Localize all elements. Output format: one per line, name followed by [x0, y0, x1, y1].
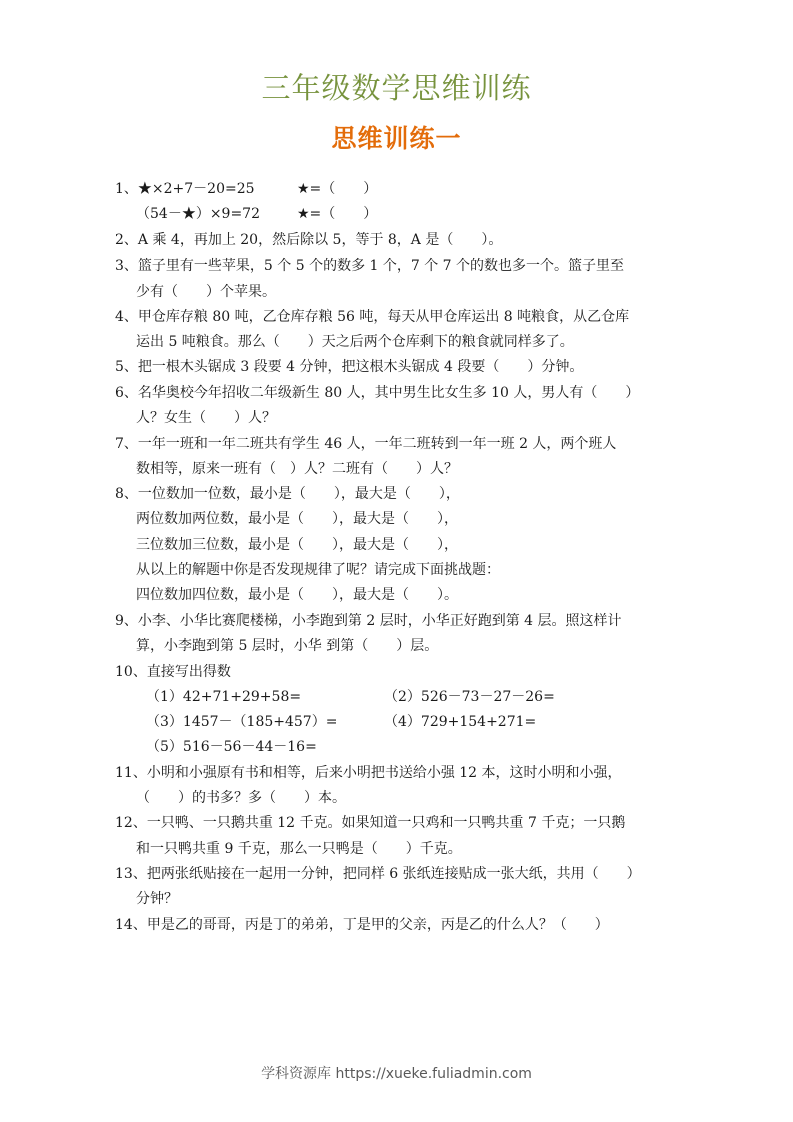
question-9-line-1: 9、小李、小华比赛爬楼梯，小李跑到第 2 层时，小华正好跑到第 4 层。照这样计 — [115, 613, 622, 629]
question-12-line-2: 和一只鸭共重 9 千克，那么一只鸭是（ ）千克。 — [136, 841, 462, 857]
question-11-line-2: （ ）的书多？多（ ）本。 — [136, 790, 346, 806]
question-1-blank-a: ★=（ ） — [297, 181, 378, 197]
question-14: 14、甲是乙的哥哥，丙是丁的弟弟，丁是甲的父亲，丙是乙的什么人？（ ） — [115, 917, 609, 933]
question-8-line-4: 从以上的解题中你是否发现规律了呢？请完成下面挑战题： — [136, 562, 500, 578]
question-1-blank-b: ★=（ ） — [297, 206, 378, 222]
question-13-line-1: 13、把两张纸贴接在一起用一分钟，把同样 6 张纸连接贴成一张大纸，共用（ ） — [115, 866, 641, 882]
question-7-line-1: 7、一年一班和一年二班共有学生 46 人，一年二班转到一年一班 2 人，两个班人 — [115, 436, 617, 452]
question-2: 2、A 乘 4，再加上 20，然后除以 5，等于 8，A 是（ ）。 — [115, 232, 503, 248]
question-6-line-2: 人？女生（ ）人？ — [136, 410, 276, 426]
question-9-line-2: 算，小李跑到第 5 层时，小华 到第（ ）层。 — [136, 638, 439, 654]
question-10-item-4: （4）729+154+271= — [384, 714, 537, 730]
question-3-line-2: 少有（ ）个苹果。 — [136, 284, 276, 300]
question-13-line-2: 分钟？ — [136, 891, 178, 907]
question-10-item-3: （3）1457－（185+457）= — [146, 714, 338, 730]
question-3-line-1: 3、篮子里有一些苹果，5 个 5 个的数多 1 个，7 个 7 个的数也多一个。篮子里至 — [115, 258, 625, 274]
question-11-line-1: 11、小明和小强原有书和相等，后来小明把书送给小强 12 本，这时小明和小强， — [115, 765, 622, 781]
question-8-line-1: 8、一位数加一位数，最小是（ ），最大是（ ）， — [115, 486, 460, 502]
question-1 — [115, 177, 690, 203]
question-4-line-2: 运出 5 吨粮食。那么（ ）天之后两个仓库剩下的粮食就同样多了。 — [136, 334, 574, 350]
question-8-line-2: 两位数加两位数，最小是（ ），最大是（ ）， — [136, 511, 458, 527]
question-6-line-1: 6、名华奥校今年招收二年级新生 80 人，其中男生比女生多 10 人，男人有（ ） — [115, 385, 640, 401]
question-1b — [136, 202, 696, 228]
page-subtitle: 思维训练一 — [331, 124, 462, 153]
question-8-line-5: 四位数加四位数，最小是（ ），最大是（ ）。 — [136, 587, 458, 603]
question-12-line-1: 12、一只鸭、一只鹅共重 12 千克。如果知道一只鸡和一只鸭共重 7 千克；一只鹅 — [115, 815, 626, 831]
question-1-equation-b: （54－★）×9=72 — [136, 206, 260, 222]
question-10-item-1: （1）42+71+29+58= — [146, 689, 302, 705]
question-8-line-3: 三位数加三位数，最小是（ ），最大是（ ）， — [136, 537, 458, 553]
question-5: 5、把一根木头锯成 3 段要 4 分钟，把这根木头锯成 4 段要（ ）分钟。 — [115, 359, 584, 375]
page-footer: 学科资源库 https://xueke.fuliadmin.com — [261, 1066, 532, 1082]
question-10-heading: 10、直接写出得数 — [115, 664, 231, 680]
question-7-line-2: 数相等，原来一班有（ ）人？二班有（ ）人？ — [136, 461, 458, 477]
question-4-line-1: 4、甲仓库存粮 80 吨，乙仓库存粮 56 吨，每天从甲仓库运出 8 吨粮食，从乙仓库 — [115, 309, 630, 325]
question-1-equation-a: 1、★×2+7－20=25 — [115, 181, 255, 197]
question-10-item-2: （2）526－73－27－26= — [384, 689, 555, 705]
page-title: 三年级数学思维训练 — [261, 71, 532, 105]
question-10-item-5: （5）516－56－44－16= — [146, 739, 317, 755]
